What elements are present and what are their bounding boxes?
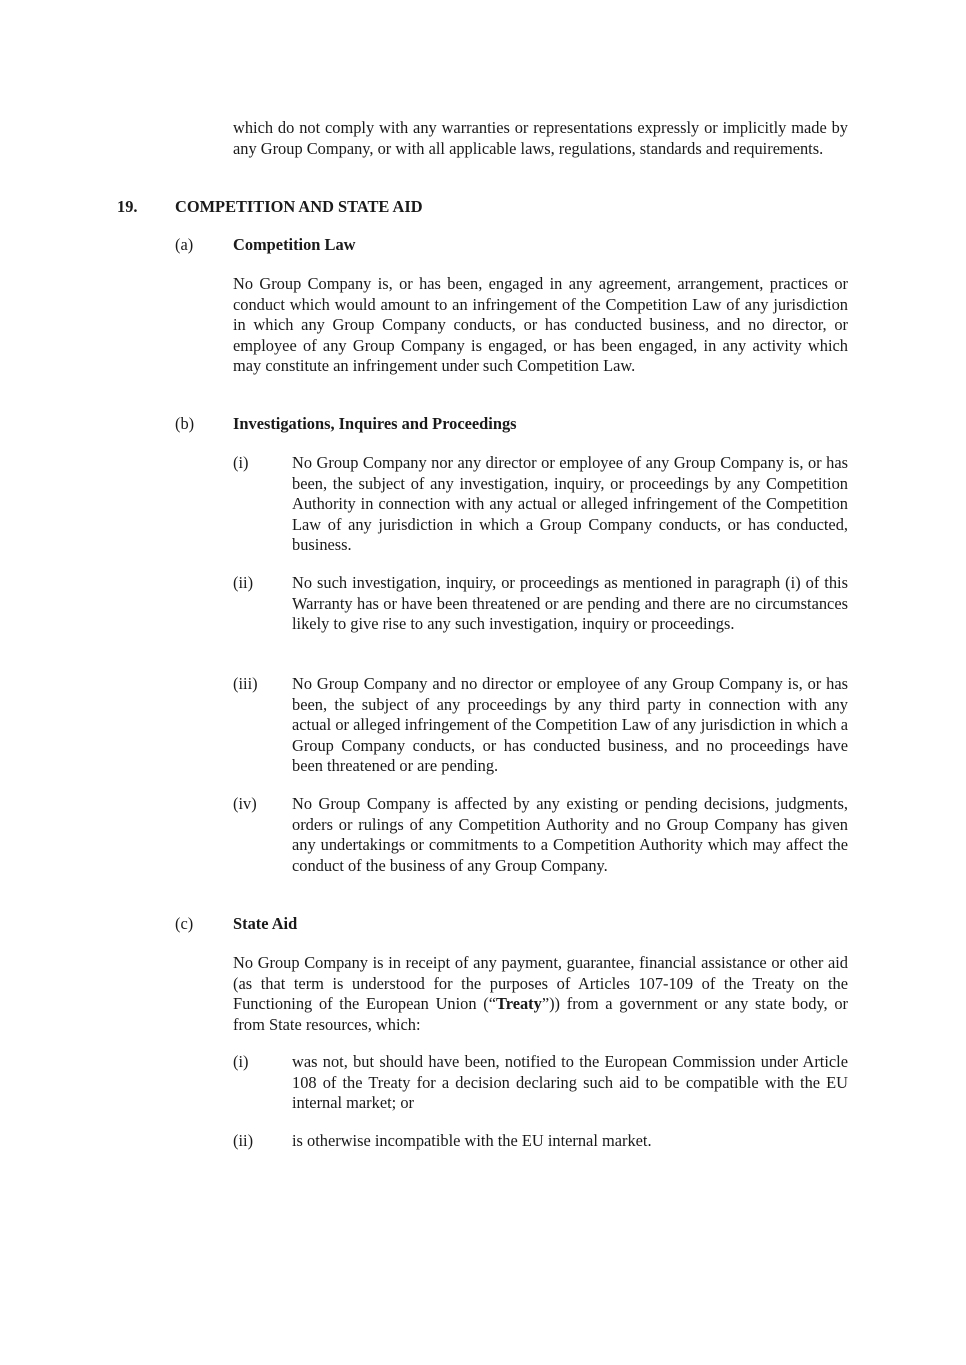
clause-b-item-text: No Group Company is affected by any existing or pending decisions, judgments, orders or rulings of any Competition Authority and no Group Company has given any undertakings or commitments to a Competition Authority which may affect the conduct of the business of any Group Company. [292,794,848,875]
clause-a-heading: Competition Law [233,235,356,254]
clause-b-item-label: (i) [233,453,249,472]
clause-c-body-text: ”)) from a government or any state body, or from State resources, which: [233,994,848,1034]
clause-b-heading: Investigations, Inquires and Proceedings [233,414,517,433]
intro-paragraph: which do not comply with any warranties or representations expressly or implicitly made by any Group Company, or with all applicable laws, regulations, standards and requirements. [233,118,848,158]
clause-b-item-text: No such investigation, inquiry, or proceedings as mentioned in paragraph (i) of this Warranty has or have been threatened or are pending and there are no circumstances likely to give rise to any such investigation, inquiry or proceedings. [292,573,848,633]
clause-b-item-text: No Group Company and no director or employee of any Group Company is, or has been, the subject of any proceedings by any third party in connection with any actual or alleged infringement of the Competition Law of any jurisdiction in which a Group Company conducts, or has conducted business, and no proceedings have been threatened or are pending. [292,674,848,775]
clause-b-item-label: (iv) [233,794,257,813]
section-number: 19. [117,197,138,216]
defined-term-treaty: Treaty [496,994,542,1013]
clause-b-item-label: (ii) [233,573,254,592]
clause-a-label: (a) [175,235,194,254]
section-title: COMPETITION AND STATE AID [175,197,423,216]
clause-c-body [233,953,848,1035]
clause-c-heading: State Aid [233,914,298,933]
clause-a-body: No Group Company is, or has been, engaged in any agreement, arrangement, practices or conduct which would amount to an infringement of the Competition Law of any jurisdiction in which any Group Company conducts, or has conducted business, and no director, or employee of any Group Company is engaged, or has been engaged, in any activity which may constitute an infringement under such Competition Law. [233,274,848,375]
clause-b-item-text: No Group Company nor any director or employee of any Group Company is, or has been, the subject of any investigation, inquiry, or proceedings by any Competition Authority in connection with any actual or alleged infringement of the Competition Law of any jurisdiction in which a Group Company conducts, or has conducted, business. [292,453,848,554]
clause-c-item-text: is otherwise incompatible with the EU internal market. [292,1131,652,1150]
clause-c-body-text: No Group Company is in receipt of any payment, guarantee, financial assistance or other aid (as that term is understood for the purposes of Articles 107-109 of the Treaty on the Functioning of the European Union (“ [233,953,848,1013]
clause-b-label: (b) [175,414,195,433]
clause-c-label: (c) [175,914,194,933]
clause-c-item-label: (i) [233,1052,249,1071]
clause-c-item-text: was not, but should have been, notified to the European Commission under Article 108 of the Treaty for a decision declaring such aid to be compatible with the EU internal market; or [292,1052,848,1112]
clause-c-item-label: (ii) [233,1131,254,1150]
clause-b-item-label: (iii) [233,674,258,693]
